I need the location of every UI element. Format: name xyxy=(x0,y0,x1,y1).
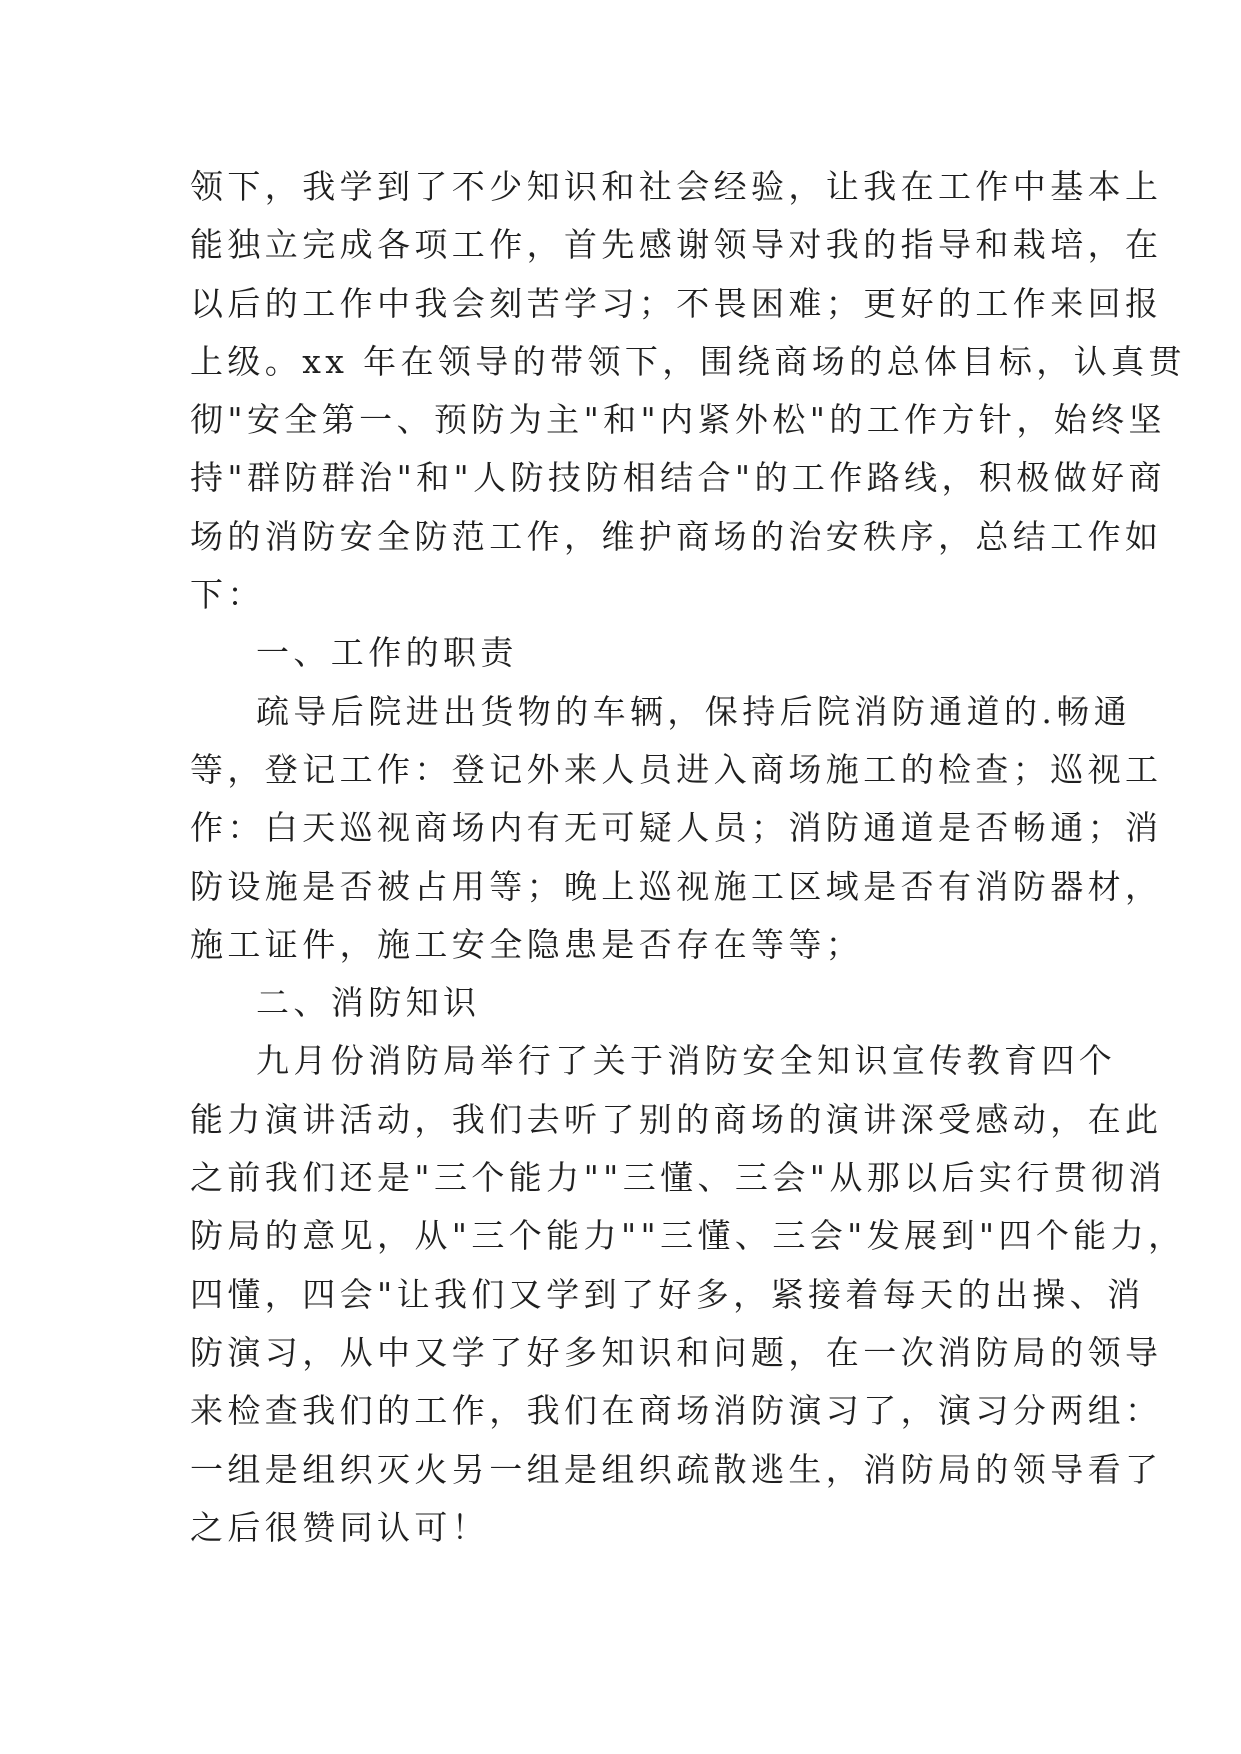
text-line: 领下，我学到了不少知识和社会经验，让我在工作中基本上 xyxy=(190,167,1163,206)
text-line: 一组是组织灭火另一组是组织疏散逃生，消防局的领导看了 xyxy=(190,1449,1163,1489)
paragraph-start: 疏导后院进出货物的车辆，保持后院消防通道的.畅通 xyxy=(256,691,1132,731)
text-line: 彻"安全第一、预防为主"和"内紧外松"的工作方针，始终坚 xyxy=(190,400,1166,440)
text-line: 之前我们还是"三个能力""三懂、三会"从那以后实行贯彻消 xyxy=(190,1158,1166,1198)
text-line: 下： xyxy=(190,575,265,615)
text-line: 施工证件，施工安全隐患是否存在等等； xyxy=(190,924,864,964)
text-line: 场的消防安全防范工作，维护商场的治安秩序，总结工作如 xyxy=(190,516,1163,556)
section-heading-fire-knowledge: 二、消防知识 xyxy=(256,983,481,1023)
text-line: 作：白天巡视商场内有无可疑人员；消防通道是否畅通；消 xyxy=(190,808,1163,848)
document-body xyxy=(190,158,1186,1557)
text-line: 四懂，四会"让我们又学到了好多，紧接着每天的出操、消 xyxy=(190,1274,1145,1314)
text-line: 以后的工作中我会刻苦学习；不畏困难；更好的工作来回报 xyxy=(190,283,1163,323)
section-heading-duties: 一、工作的职责 xyxy=(256,633,518,673)
paragraph-start: 九月份消防局举行了关于消防安全知识宣传教育四个 xyxy=(256,1041,1117,1081)
text-line: 之后很赞同认可！ xyxy=(190,1507,490,1547)
text-line: 等，登记工作：登记外来人员进入商场施工的检查；巡视工 xyxy=(190,749,1163,789)
text-line: 来检查我们的工作，我们在商场消防演习了，演习分两组： xyxy=(190,1391,1163,1431)
text-line: 防设施是否被占用等；晚上巡视施工区域是否有消防器材， xyxy=(190,866,1163,906)
text-line: 防演习，从中又学了好多知识和问题，在一次消防局的领导 xyxy=(190,1332,1163,1372)
text-line: 防局的意见，从"三个能力""三懂、三会"发展到"四个能力， xyxy=(190,1216,1186,1256)
text-line: 持"群防群治"和"人防技防相结合"的工作路线，积极做好商 xyxy=(190,458,1166,498)
text-line: 能力演讲活动，我们去听了别的商场的演讲深受感动，在此 xyxy=(190,1099,1163,1139)
text-line: 上级。xx 年在领导的带领下，围绕商场的总体目标，认真贯 xyxy=(190,341,1186,381)
text-line: 能独立完成各项工作，首先感谢领导对我的指导和栽培，在 xyxy=(190,225,1163,265)
